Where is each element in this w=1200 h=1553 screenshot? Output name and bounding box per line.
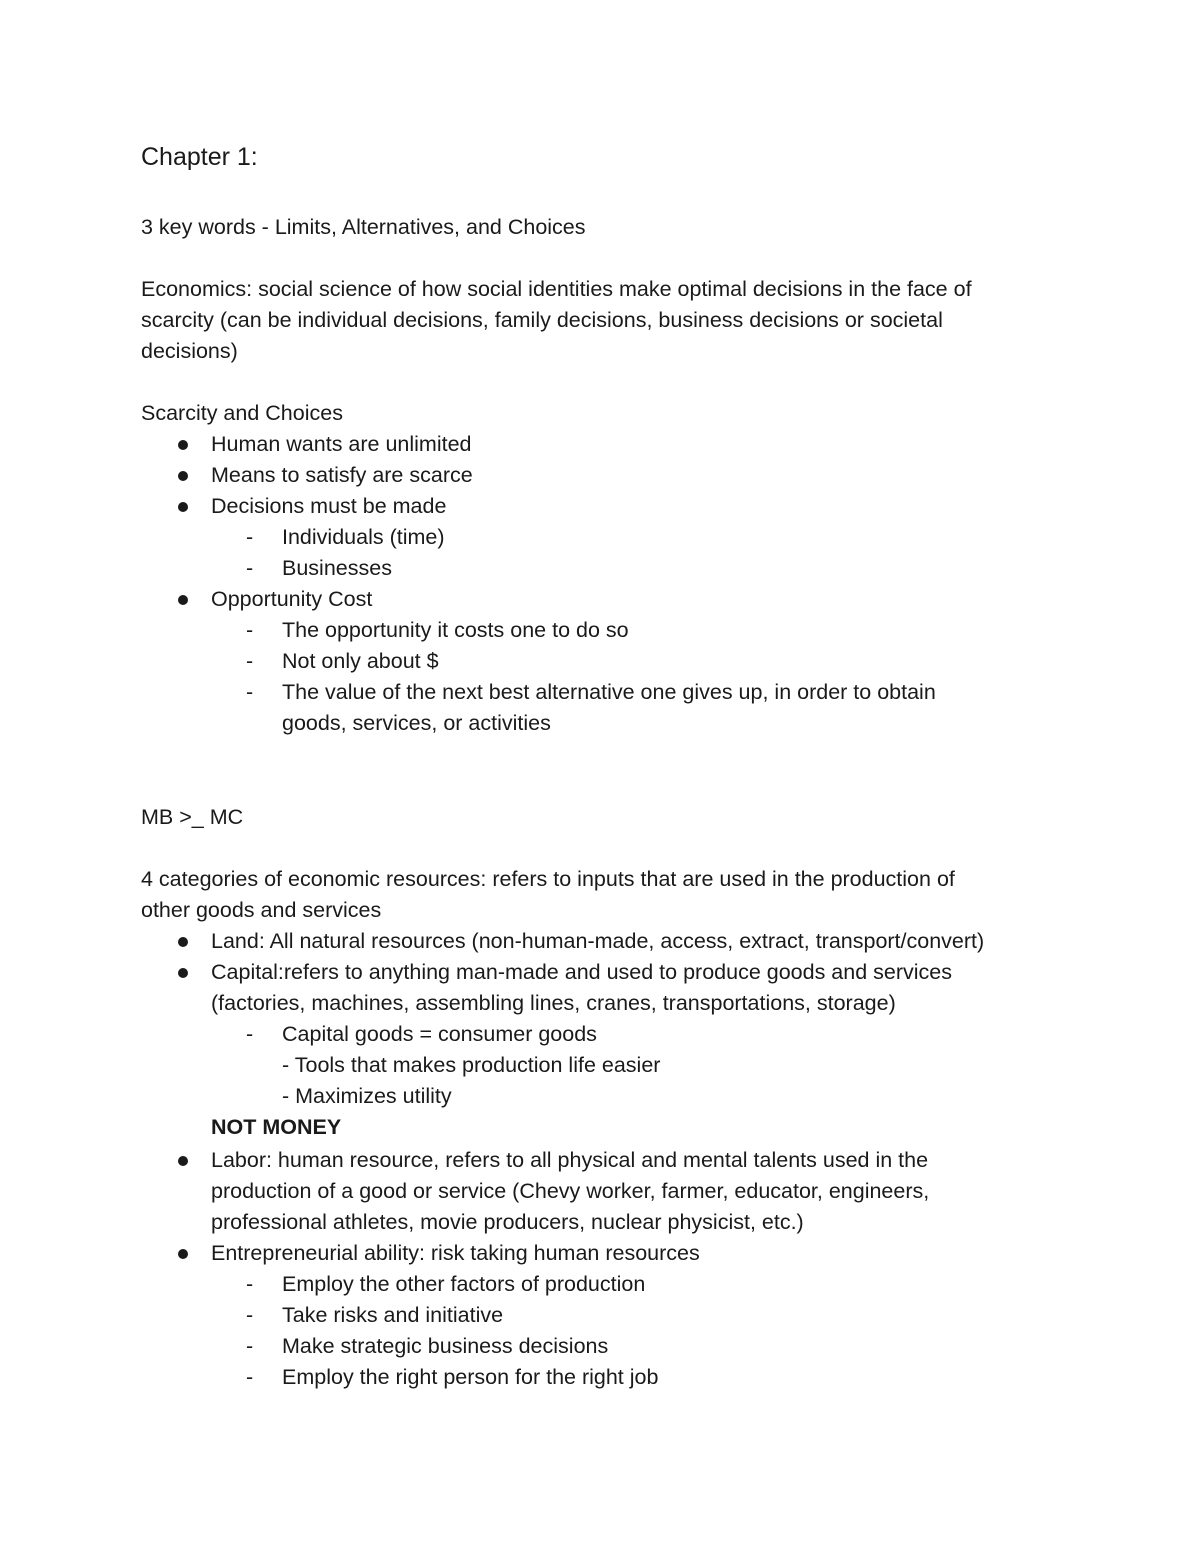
bullet-icon: [178, 1156, 188, 1166]
list-item-capital-continuation: (factories, machines, assembling lines, cranes, transportations, storage): [211, 991, 896, 1015]
list-item-entrepreneurial: Entrepreneurial ability: risk taking human resources: [211, 1241, 700, 1265]
scarcity-section-title: Scarcity and Choices: [141, 401, 343, 425]
dash-marker: -: [246, 556, 254, 580]
list-item-land: Land: All natural resources (non-human-made, access, extract, transport/convert): [211, 929, 985, 953]
sub-list-item: The value of the next best alternative one gives up, in order to obtain: [282, 680, 936, 704]
sub-list-item: Employ the other factors of production: [282, 1272, 646, 1296]
bullet-icon: [178, 471, 188, 481]
sub-list-item: Employ the right person for the right job: [282, 1365, 659, 1389]
resources-intro-line-1: 4 categories of economic resources: refers to inputs that are used in the production of: [141, 867, 955, 891]
mb-mc-line: MB >_ MC: [141, 805, 244, 829]
sub-list-item: Not only about $: [282, 649, 439, 673]
sub-list-item-note: - Maximizes utility: [282, 1084, 452, 1108]
list-item-labor: Labor: human resource, refers to all physical and mental talents used in the: [211, 1148, 929, 1172]
bullet-icon: [178, 1249, 188, 1259]
dash-marker: -: [246, 525, 254, 549]
sub-list-item-note: - Tools that makes production life easier: [282, 1053, 661, 1077]
dash-marker: -: [246, 680, 254, 704]
sub-list-item: Take risks and initiative: [282, 1303, 504, 1327]
key-words-line: 3 key words - Limits, Alternatives, and Choices: [141, 215, 586, 239]
dash-marker: -: [246, 1272, 254, 1296]
economics-definition-line-1: Economics: social science of how social identities make optimal decisions in the face of: [141, 277, 972, 301]
sub-list-item: Businesses: [282, 556, 392, 580]
bullet-icon: [178, 937, 188, 947]
sub-list-item: Capital goods = consumer goods: [282, 1022, 597, 1046]
not-money-note: NOT MONEY: [211, 1115, 342, 1139]
bullet-icon: [178, 595, 188, 605]
dash-marker: -: [246, 618, 254, 642]
chapter-heading: Chapter 1:: [141, 143, 258, 171]
list-item: Means to satisfy are scarce: [211, 463, 473, 487]
economics-definition-line-2: scarcity (can be individual decisions, family decisions, business decisions or societal: [141, 308, 943, 332]
sub-list-item: Make strategic business decisions: [282, 1334, 609, 1358]
dash-marker: -: [246, 1303, 254, 1327]
list-item-labor-continuation: production of a good or service (Chevy worker, farmer, educator, engineers,: [211, 1179, 930, 1203]
dash-marker: -: [246, 1334, 254, 1358]
sub-list-item: Individuals (time): [282, 525, 445, 549]
bullet-icon: [178, 440, 188, 450]
sub-list-item: The opportunity it costs one to do so: [282, 618, 629, 642]
bullet-icon: [178, 502, 188, 512]
list-item-capital: Capital:refers to anything man-made and used to produce goods and services: [211, 960, 952, 984]
economics-definition-line-3: decisions): [141, 339, 238, 363]
resources-intro-line-2: other goods and services: [141, 898, 382, 922]
list-item: Decisions must be made: [211, 494, 447, 518]
dash-marker: -: [246, 1365, 254, 1389]
sub-list-item-continuation: goods, services, or activities: [282, 711, 551, 735]
list-item-labor-continuation: professional athletes, movie producers, nuclear physicist, etc.): [211, 1210, 804, 1234]
bullet-icon: [178, 968, 188, 978]
dash-marker: -: [246, 649, 254, 673]
list-item: Opportunity Cost: [211, 587, 373, 611]
list-item: Human wants are unlimited: [211, 432, 472, 456]
dash-marker: -: [246, 1022, 254, 1046]
